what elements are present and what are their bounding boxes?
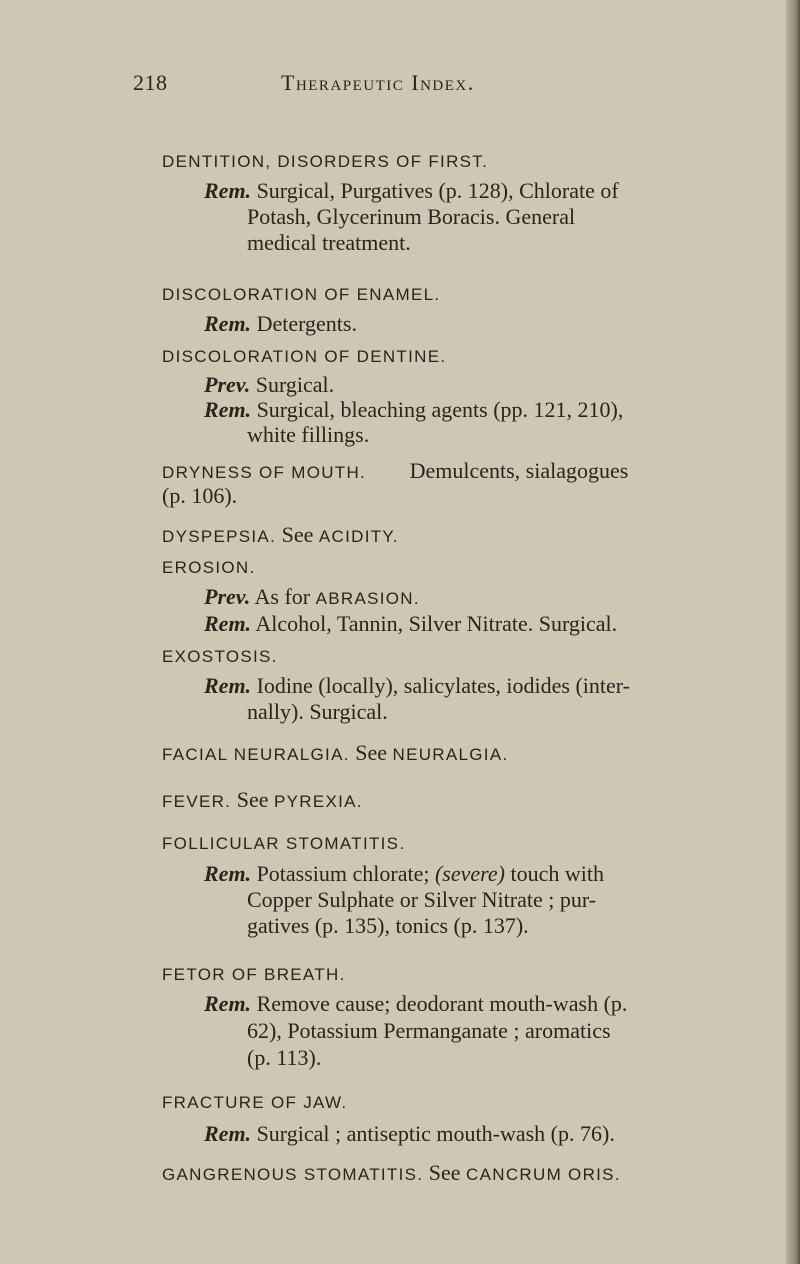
rem-label: Rem.	[204, 178, 252, 203]
remedy-text: Surgical ; antiseptic mouth-wash (p. 76).	[256, 1121, 615, 1146]
remedy-line	[204, 610, 617, 638]
entry-heading: EROSION.	[162, 558, 256, 577]
remedy-line	[204, 310, 357, 338]
remedy-text: touch with	[510, 861, 605, 886]
rem-label: Rem.	[204, 673, 252, 698]
entry-line	[162, 1159, 621, 1189]
prevention-line	[204, 371, 334, 399]
remedy-line	[204, 396, 623, 424]
cross-reference: ACIDITY.	[318, 527, 399, 546]
remedy-line	[204, 860, 604, 888]
remedy-text: Remove cause; deodorant mouth-wash (p.	[256, 991, 628, 1016]
entry-heading: DISCOLORATION OF DENTINE.	[162, 347, 447, 366]
remedy-text: Potassium chlorate;	[256, 861, 430, 886]
remedy-text: nally). Surgical.	[247, 699, 388, 724]
remedy-text: (p. 106).	[162, 483, 238, 508]
rem-label: Rem.	[204, 1121, 252, 1146]
remedy-text: Copper Sulphate or Silver Nitrate ; pur-	[247, 887, 597, 912]
remedy-line	[204, 672, 630, 700]
remedy-text: Iodine (locally), salicylates, iodides (inter-	[256, 673, 630, 698]
page-number: 218	[133, 70, 168, 95]
running-title: Therapeutic Index.	[281, 70, 475, 95]
entry-heading: FRACTURE OF JAW.	[162, 1093, 348, 1112]
prev-label: Prev.	[204, 372, 251, 397]
entry-line	[162, 739, 509, 769]
prev-label: Prev.	[204, 584, 251, 609]
rem-label: Rem.	[204, 611, 252, 636]
severity-note: (severe)	[434, 861, 506, 886]
remedy-text: gatives (p. 135), tonics (p. 137).	[247, 913, 529, 938]
entry-heading: GANGRENOUS STOMATITIS.	[162, 1165, 424, 1184]
entry-heading: DYSPEPSIA.	[162, 527, 277, 546]
remedy-text: medical treatment.	[247, 230, 411, 255]
prevention-text: Surgical.	[255, 372, 335, 397]
entry-heading: DENTITION, DISORDERS OF FIRST.	[162, 152, 489, 171]
entry-heading: FOLLICULAR STOMATITIS.	[162, 834, 406, 853]
rem-label: Rem.	[204, 991, 252, 1016]
remedy-text: Alcohol, Tannin, Silver Nitrate. Surgical.	[255, 611, 618, 636]
remedy-line	[204, 177, 619, 205]
see-label: See	[281, 522, 314, 547]
entry-heading: EXOSTOSIS.	[162, 647, 278, 666]
entry-line	[162, 521, 399, 551]
remedy-text: 62), Potassium Permanganate ; aromatics	[247, 1018, 611, 1043]
prevention-line	[204, 583, 420, 613]
remedy-text: (p. 113).	[247, 1045, 322, 1070]
see-label: See	[428, 1160, 461, 1185]
rem-label: Rem.	[204, 397, 252, 422]
cross-reference: ABRASION.	[315, 589, 420, 608]
remedy-line	[204, 990, 627, 1018]
rem-label: Rem.	[204, 311, 252, 336]
prevention-text: As for	[254, 584, 311, 609]
see-label: See	[355, 740, 388, 765]
cross-reference: CANCRUM ORIS.	[466, 1165, 621, 1184]
entry-heading: FETOR OF BREATH.	[162, 965, 346, 984]
entry-line	[162, 786, 363, 816]
entry-heading: FACIAL NEURALGIA.	[162, 745, 350, 764]
remedy-text: Surgical, Purgatives (p. 128), Chlorate of	[256, 178, 619, 203]
cross-reference: PYREXIA.	[273, 792, 363, 811]
entry-heading: DISCOLORATION OF ENAMEL.	[162, 285, 441, 304]
remedy-text: Potash, Glycerinum Boracis. General	[247, 204, 576, 229]
remedy-text: Detergents.	[256, 311, 357, 336]
entry-heading: DRYNESS OF MOUTH.	[162, 463, 367, 482]
rem-label: Rem.	[204, 861, 252, 886]
remedy-text: Demulcents, sialagogues	[409, 458, 629, 483]
remedy-text: Surgical, bleaching agents (pp. 121, 210),	[256, 397, 624, 422]
entry-heading: FEVER.	[162, 792, 232, 811]
see-label: See	[236, 787, 269, 812]
cross-reference: NEURALGIA.	[392, 745, 509, 764]
remedy-line	[204, 1120, 615, 1148]
remedy-text: white fillings.	[247, 422, 370, 447]
